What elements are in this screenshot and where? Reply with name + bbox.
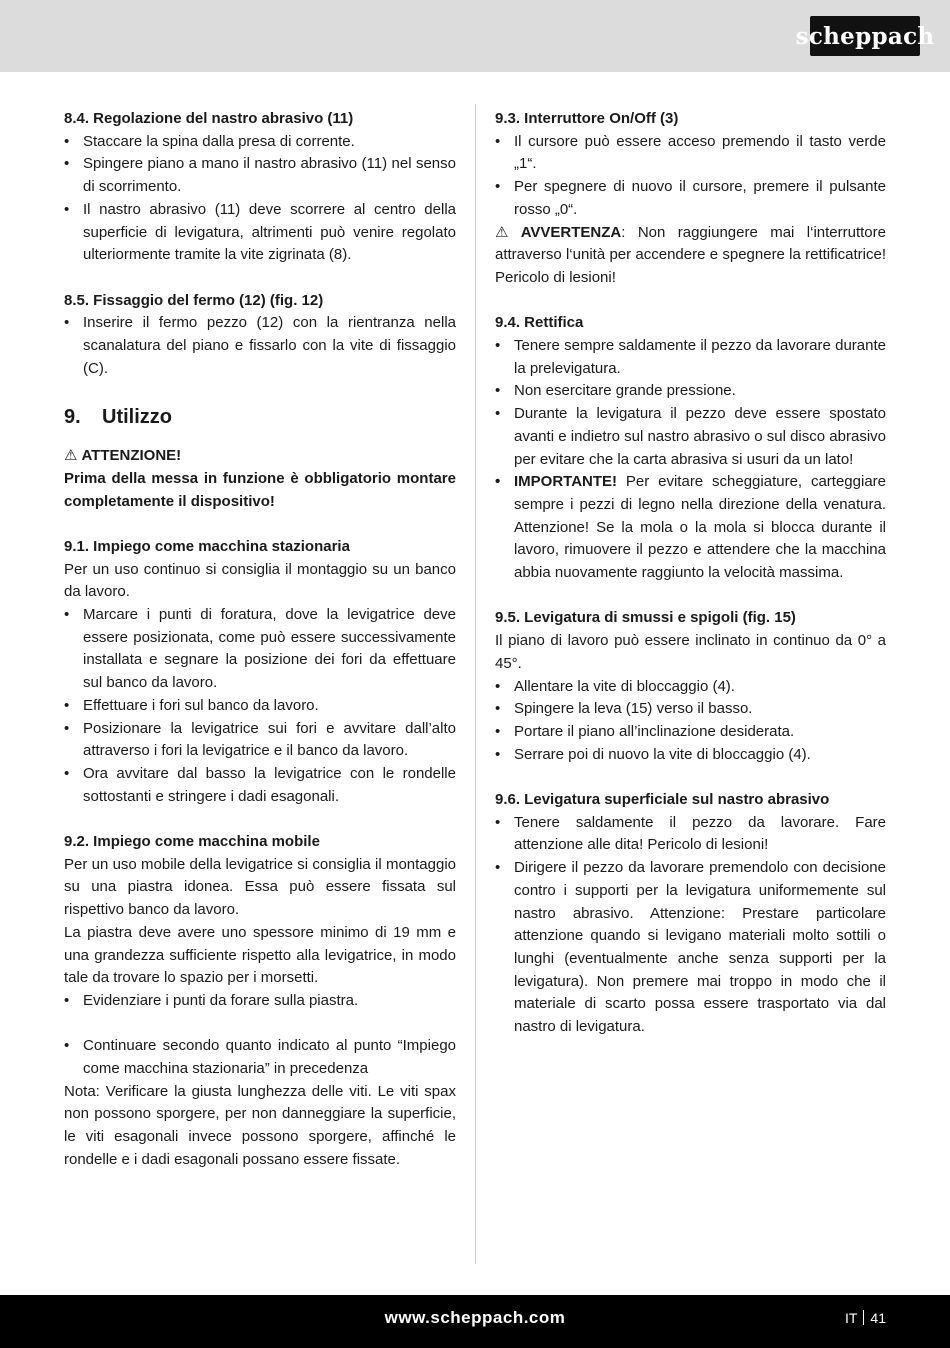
list-item: • Marcare i punti di foratura, dove la levigatrice deve essere posizionata, come può essere successivamente installata e segnare la posizione dei fori da effettuare sul banco da lavoro. [64,604,456,695]
warning-label: AVVERTENZA [520,223,622,241]
section-heading: 8.4. Regolazione del nastro abrasivo (11) [64,110,354,127]
section-8-5 [64,290,456,381]
language-code: IT [844,1310,858,1326]
list-item-important [495,471,886,585]
bullet-list [64,131,456,267]
bullet-list [495,335,886,585]
list-item: • Non esercitare grande pressione. [495,380,886,403]
section-9-4 [495,312,886,584]
right-column [495,108,886,1061]
section-9-5 [495,607,886,766]
section-heading: 9.2. Impiego come macchina mobile [64,833,320,851]
footer-url[interactable]: www.scheppach.com [384,1308,566,1327]
chapter-title: Utilizzo [102,406,172,429]
list-item: • Per spegnere di nuovo il cursore, premere il pulsante rosso „0“. [495,176,886,221]
bullet-list [64,312,456,380]
list-item: • Inserire il fermo pezzo (12) con la rientranza nella scanalatura del piano e fissarlo con la vite di fissaggio (C). [64,312,456,380]
important-text: Per evitare scheggiature, carteggiare sempre i pezzi di legno nella direzione della venatura. Attenzione! Se la mola o la mola si blocca durante il lavoro, rimuovere il pezzo e attendere che la macchina abbia nuovamente raggiunto la velocità massima. [514,473,886,582]
chapter-heading [64,403,456,431]
brand-logo: scheppach [810,16,920,56]
section-9-2 [64,831,456,1172]
list-item: • Effettuare i fori sul banco da lavoro. [64,695,456,718]
bullet-list [495,676,886,767]
section-8-4 [64,108,456,267]
list-item: • Portare il piano all’inclinazione desiderata. [495,721,886,744]
bullet-list [495,812,886,1039]
list-item: • Spingere piano a mano il nastro abrasivo (11) nel senso di scorrimento. [64,153,456,198]
warning-triangle-icon: ⚠ [495,223,517,241]
list-item: • Ora avvitare dal basso la levigatrice con le rondelle sottostanti e stringere i dadi esagonali. [64,763,456,808]
section-heading: 9.4. Rettifica [495,314,584,332]
list-item: • Tenere saldamente il pezzo da lavorare. Fare attenzione alle dita! Pericolo di lesioni! [495,812,886,857]
page-indicator [845,1310,886,1326]
bullet-list [64,604,456,808]
list-item: • Il cursore può essere acceso premendo il tasto verde „1“. [495,131,886,176]
paragraph: Per un uso continuo si consiglia il montaggio su un banco da lavoro. [64,560,456,601]
note-paragraph: Nota: Verificare la giusta lunghezza delle viti. Le viti spax non possono sporgere, per non danneggiare la superficie, le viti esagonali invece possono sporgere, affinché le rondelle e i dadi esagonali possano essere fissate. [64,1082,456,1168]
list-item: • Allentare la vite di bloccaggio (4). [495,676,886,699]
list-item: • Il nastro abrasivo (11) deve scorrere al centro della superficie di levigatura, altrimenti può venire regolato ulteriormente tramite la vite zigrinata (8). [64,199,456,267]
list-item: • Continuare secondo quanto indicato al punto “Impiego come macchina stazionaria” in precedenza [64,1035,456,1080]
column-divider [475,104,476,1264]
warning-label: ATTENZIONE! [81,447,182,465]
list-item: • Tenere sempre saldamente il pezzo da lavorare durante la prelevigatura. [495,335,886,380]
list-item: • Serrare poi di nuovo la vite di bloccaggio (4). [495,744,886,767]
warning-triangle-icon: ⚠ [64,447,78,465]
section-heading: 8.5. Fissaggio del fermo (12) (fig. 12) [64,291,324,309]
chapter-number: 9. [64,406,81,429]
list-item: • Posizionare la levigatrice sui fori e avvitare dall’alto attraverso i fori la levigatrice e il banco da lavoro. [64,718,456,763]
section-9-1 [64,536,456,808]
warning-text: Prima della messa in funzione è obbligatorio montare completamente il dispositivo! [64,469,456,510]
section-9-3 [495,108,886,290]
important-label: IMPORTANTE! [514,473,618,491]
footer-bar [0,1295,950,1348]
left-column [64,108,456,1194]
section-heading: 9.6. Levigatura superficiale sul nastro abrasivo [495,791,830,809]
paragraph: La piastra deve avere uno spessore minimo di 19 mm e una grandezza sufficiente rispetto alla levigatrice, in modo tale da trovare lo spazio per i morsetti. [64,923,456,987]
list-item: • Spingere la leva (15) verso il basso. [495,698,886,721]
section-heading: 9.3. Interruttore On/Off (3) [495,110,679,127]
section-9-6 [495,789,886,1039]
warning-block [64,445,456,513]
list-item: • Staccare la spina dalla presa di corrente. [64,131,456,154]
page-number: 41 [870,1310,886,1326]
header-bar [0,0,950,72]
list-item: • Durante la levigatura il pezzo deve essere spostato avanti e indietro sul nastro abrasivo o sul disco abrasivo per evitare che la carta abrasiva si usuri da un lato! [495,403,886,471]
warning-text: : Non raggiungere mai l‘interruttore attraverso l‘unità per accendere e spegnere la rettificatrice! Pericolo di lesioni! [495,223,886,286]
paragraph: Il piano di lavoro può essere inclinato in continuo da 0° a 45°. [495,632,886,672]
list-item: • Evidenziare i punti da forare sulla piastra. [64,990,456,1013]
list-item: • Dirigere il pezzo da lavorare premendolo con decisione contro i supporti per la levigatura uniformemente sul nastro abrasivo. Attenzione: Prestare particolare attenzione quando si levigano materiali molto sottili o lunghi (eventualmente anche senza supporti per la levigatura). Non premere mai troppo in modo che il materiale di scarto possa essere trasportato via dal nastro di levigatura. [495,857,886,1039]
warning-paragraph [495,222,886,290]
paragraph: Per un uso mobile della levigatrice si consiglia il montaggio su una piastra idonea. Essa può essere fissata sul rispettivo banco da lavoro. [64,855,456,919]
bullet-list [495,131,886,222]
section-heading: 9.1. Impiego come macchina stazionaria [64,537,350,555]
section-heading: 9.5. Levigatura di smussi e spigoli (fig. 15) [495,609,796,627]
bullet-list [64,1035,456,1080]
bullet-list [64,990,456,1013]
